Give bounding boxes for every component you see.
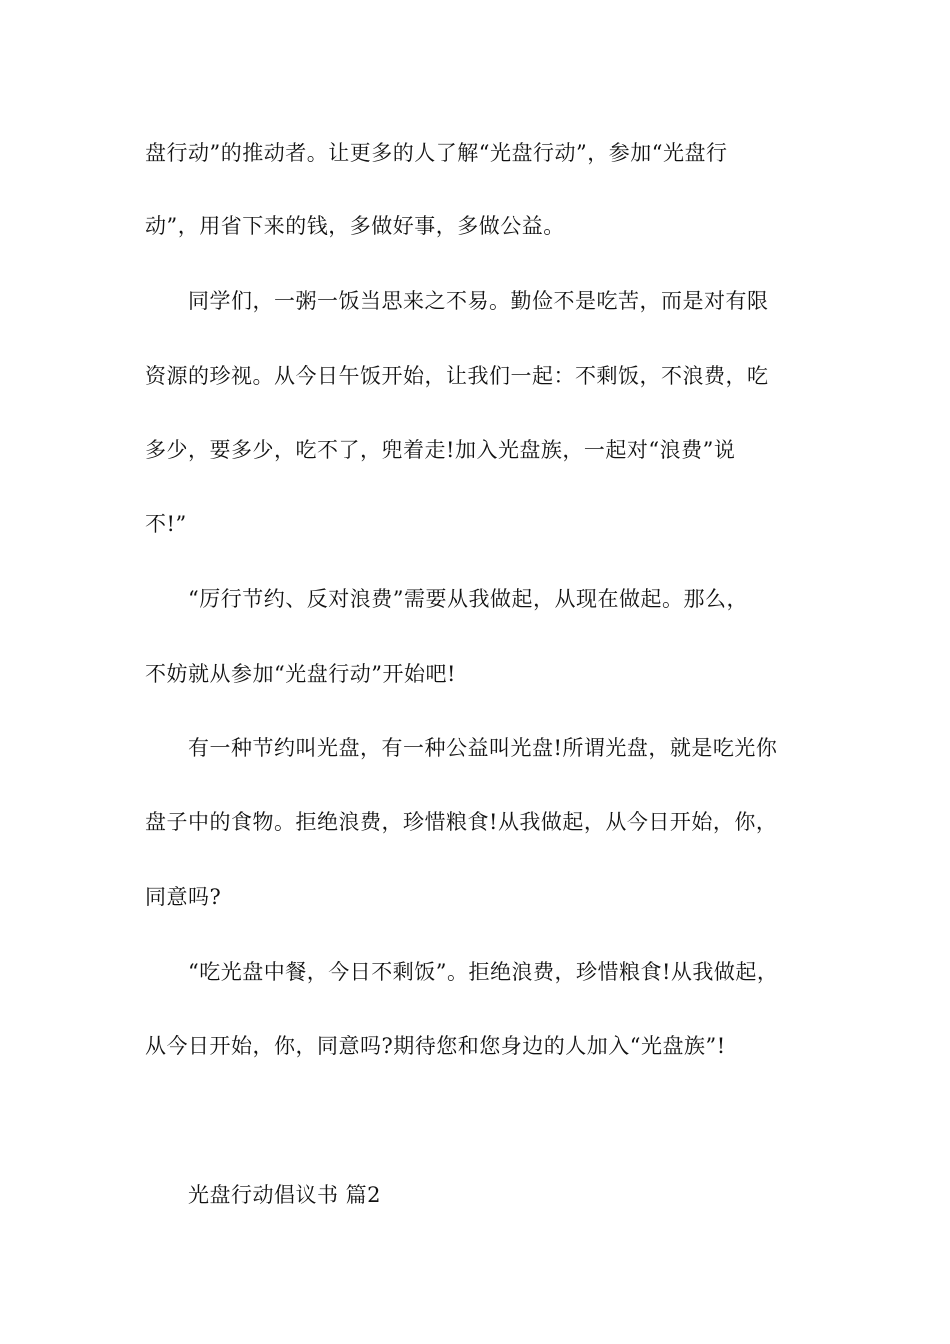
paragraph-line: 多少，要多少，吃不了，兜着走!加入光盘族，一起对“浪费”说 — [145, 438, 736, 462]
paragraph-line: 从今日开始，你，同意吗?期待您和您身边的人加入“光盘族”! — [145, 1034, 726, 1058]
section-heading: 光盘行动倡议书 篇2 — [188, 1183, 382, 1207]
paragraph-line: “厉行节约、反对浪费”需要从我做起，从现在做起。那么， — [188, 587, 748, 611]
paragraph-line: 盘行动”的推动者。让更多的人了解“光盘行动”，参加“光盘行 — [145, 141, 728, 165]
paragraph-line: 不!” — [145, 512, 187, 536]
paragraph-line: 同意吗? — [145, 885, 222, 909]
paragraph-line: “吃光盘中餐，今日不剩饭”。拒绝浪费，珍惜粮食!从我做起， — [188, 960, 779, 984]
paragraph-line: 同学们，一粥一饭当思来之不易。勤俭不是吃苦，而是对有限 — [188, 289, 769, 313]
paragraph-line: 资源的珍视。从今日午饭开始，让我们一起：不剩饭，不浪费，吃 — [145, 364, 769, 388]
paragraph-line: 动”，用省下来的钱，多做好事，多做公益。 — [145, 214, 565, 238]
paragraph-line: 不妨就从参加“光盘行动”开始吧! — [145, 662, 456, 686]
paragraph-line: 盘子中的食物。拒绝浪费，珍惜粮食!从我做起，从今日开始，你， — [145, 810, 778, 834]
paragraph-line: 有一种节约叫光盘，有一种公益叫光盘!所谓光盘，就是吃光你 — [188, 736, 778, 760]
